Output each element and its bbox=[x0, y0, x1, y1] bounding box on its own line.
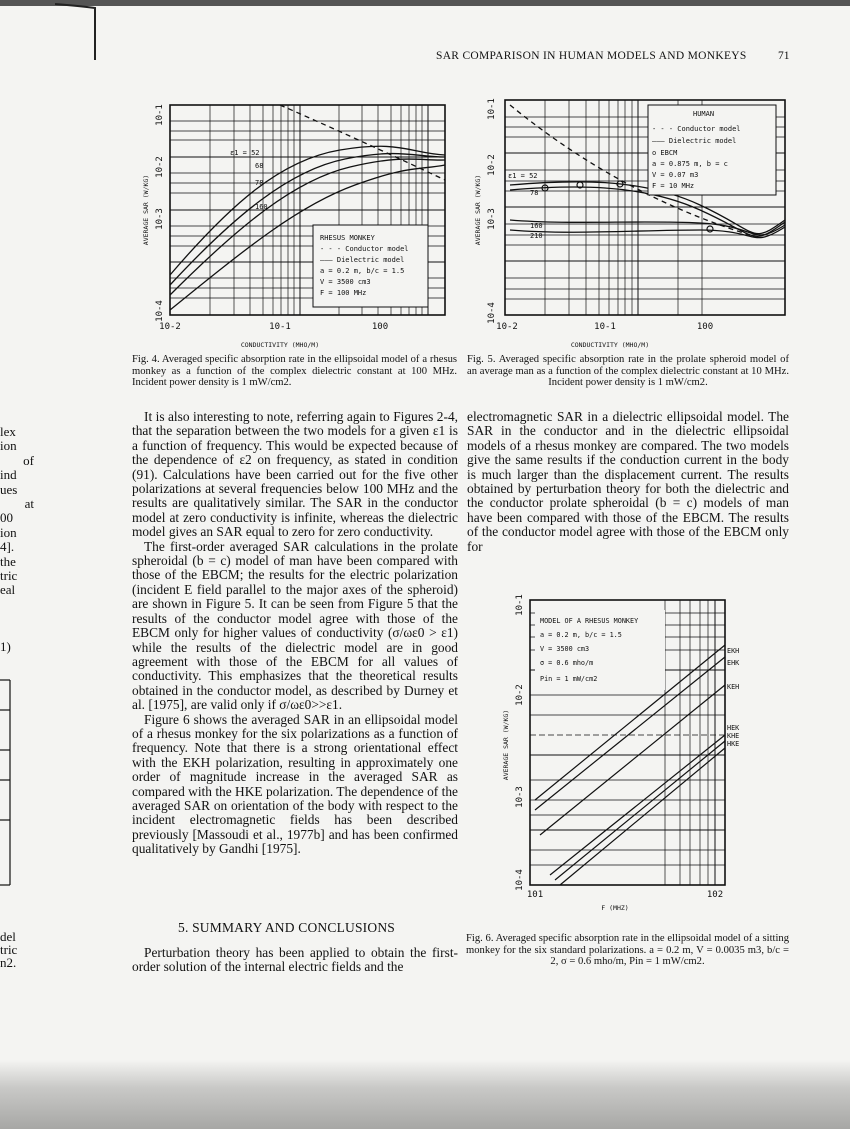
fig5-legend-1: - - - Conductor model bbox=[652, 125, 741, 133]
scan-bottom-shadow bbox=[0, 1060, 850, 1129]
fig4-curve-label-78: 78 bbox=[255, 179, 264, 187]
fig6-xtick-0: 101 bbox=[526, 890, 544, 900]
right-column-text: electromagnetic SAR in a dielectric ellipsoidal model. The SAR in the conductor and in the dielectric ellipsoidal models of a rhesus monkey are compared. The two models give the same results if the conduction current in the body is much larger than the displacement current. The results obtained by perturbation theory for both the dielectric and the conductor prolate spheroidal (b = c) models of man have been compared with those of the EBCM. The results of the conductor model agree with those of the EBCM only for bbox=[467, 409, 789, 554]
fig4-caption: Fig. 4. Averaged specific absorption rate in the ellipsoidal model of a rhesus monkey as a function of the complex dielectric constant at 100 MHz. Incident power density is 1 mW/cm2. bbox=[132, 354, 457, 388]
fig4-ytick-1: 10-2 bbox=[155, 156, 165, 178]
fig5-ylabel: AVERAGE SAR (W/KG) bbox=[474, 174, 482, 246]
fig5-legend-2: ——— Dielectric model bbox=[652, 137, 737, 145]
fig5-curve-label-160: 160 bbox=[530, 222, 543, 230]
fig4-ytick-2: 10-3 bbox=[155, 208, 165, 230]
paragraph-1: It is also interesting to note, referring again to Figures 2-4, that the separation between the two models for a given ε1 is a function of frequency. This would be expected because of the dependence of ε2 on frequency, as stated in condition (91). Calculations have been carried out for the five other polarizations at several frequencies below 100 MHz and the results are qualitatively similar. The SAR in the conductor model at zero conductivity is infinite, whereas the dielectric model gives an SAR equal to zero for zero conductivity. bbox=[132, 409, 458, 540]
fig6-legend-0: MODEL OF A RHESUS MONKEY bbox=[540, 617, 639, 625]
fig4-legend-3: a = 0.2 m, b/c = 1.5 bbox=[320, 267, 405, 275]
fig6-xlabel: F (MHZ) bbox=[601, 904, 629, 912]
fig4-ytick-0: 10-1 bbox=[155, 104, 165, 126]
fig4-legend-4: V = 3500 cm3 bbox=[320, 278, 371, 286]
fragment: 4]. bbox=[0, 539, 15, 555]
section-heading: 5. SUMMARY AND CONCLUSIONS bbox=[178, 920, 395, 935]
fragment: of bbox=[23, 452, 34, 468]
fig4-xtick-0: 10-2 bbox=[159, 322, 181, 332]
fragment: tric bbox=[0, 568, 18, 584]
fig6-xtick-1: 102 bbox=[706, 890, 724, 900]
figure-5-chart bbox=[470, 85, 800, 350]
figure-4-chart bbox=[130, 85, 465, 350]
paragraph-2: The first-order averaged SAR calculations in the prolate spheroidal (b = c) model of man have been compared with those of the EBCM; the results for the electric polarization (incident E field parallel to the major axes of the spheroid) are shown in Figure 5. It can be seen from Figure 5 that the results of the conductor model agree with those of the EBCM only for higher values of conductivity (σ/ωε0 > ε1) while the results of the dielectric model are in good agreement with those of the EBCM for all values of conductivity. This emphasizes that the theoretical results obtained in the conductor model, as described by Durney et al. [1975], are valid only if σ/ωε0>>ε1. bbox=[132, 538, 458, 713]
fig4-ytick-3: 10-4 bbox=[155, 300, 165, 322]
fig6-legend-4: Pin = 1 mW/cm2 bbox=[540, 675, 598, 683]
fig5-legend-4: a = 0.875 m, b = c bbox=[652, 160, 728, 168]
fragment: the bbox=[0, 553, 16, 569]
fig5-curve-label-78: 78 bbox=[530, 189, 539, 197]
fig6-pol-ehk: EHK bbox=[727, 659, 740, 667]
fragment: eal bbox=[0, 582, 16, 598]
fig5-ytick-1: 10-2 bbox=[487, 154, 497, 176]
facing-page-eq-number: 1) bbox=[0, 639, 11, 654]
fig5-ytick-3: 10-4 bbox=[487, 302, 497, 324]
fig5-ytick-0: 10-1 bbox=[487, 98, 497, 120]
facing-page-fragments-bottom bbox=[0, 930, 17, 969]
fig4-legend-0: RHESUS MONKEY bbox=[320, 234, 375, 242]
fig5-xtick-1: 10-1 bbox=[594, 322, 616, 332]
fig5-legend-3: o EBCM bbox=[652, 149, 678, 157]
fig5-caption: Fig. 5. Averaged specific absorption rate in the prolate spheroid model of an average man as a function of the complex dielectric constant at 10 MHz. Incident power density is 1 mW/cm2. bbox=[467, 354, 789, 388]
fragment: del bbox=[0, 929, 16, 944]
fig4-ylabel: AVERAGE SAR (W/KG) bbox=[142, 174, 150, 246]
fig6-pol-keh: KEH bbox=[727, 683, 740, 691]
fig4-legend-1: - - - Conductor model bbox=[320, 245, 409, 253]
fig4-legend-2: ——— Dielectric model bbox=[320, 256, 405, 264]
fig5-xlabel: CONDUCTIVITY (MHO/M) bbox=[570, 341, 650, 349]
fig5-xtick-0: 10-2 bbox=[496, 322, 518, 332]
fig6-legend-2: V = 3500 cm3 bbox=[540, 645, 590, 653]
fragment: lex bbox=[0, 424, 16, 439]
running-header: SAR COMPARISON IN HUMAN MODELS AND MONKEYS bbox=[436, 50, 747, 62]
fragment: at bbox=[24, 496, 34, 512]
fig5-legend-0: HUMAN bbox=[693, 110, 715, 118]
fragment: ind bbox=[0, 467, 17, 483]
left-column-text bbox=[132, 410, 458, 857]
fig4-xlabel: CONDUCTIVITY (MHO/M) bbox=[240, 341, 320, 349]
fig4-curve-label-68: 68 bbox=[255, 162, 264, 170]
fig6-ytick-1: 10-2 bbox=[515, 684, 525, 706]
fig6-pol-khe: KHE bbox=[727, 732, 740, 740]
fig4-xtick-2: 100 bbox=[371, 322, 389, 332]
fragment: n2. bbox=[0, 955, 17, 970]
fig6-pol-hke: HKE bbox=[727, 740, 740, 748]
fig5-curve-label-210: 210 bbox=[530, 232, 543, 240]
fig6-pol-ekh: EKH bbox=[727, 647, 740, 655]
page-number: 71 bbox=[778, 50, 790, 62]
fig5-legend-5: V = 0.07 m3 bbox=[652, 171, 699, 179]
fragment: ion bbox=[0, 524, 17, 540]
fig6-legend-3: σ = 0.6 mho/m bbox=[540, 659, 594, 667]
fig5-curve-label-52: ε1 = 52 bbox=[508, 172, 538, 180]
scan-top-edge bbox=[0, 0, 850, 6]
fig6-pol-hek: HEK bbox=[727, 724, 740, 732]
facing-page-table-edge bbox=[0, 670, 12, 890]
fragment: tric bbox=[0, 942, 18, 957]
fig4-xtick-1: 10-1 bbox=[269, 322, 291, 332]
fig6-ytick-0: 10-1 bbox=[515, 594, 525, 616]
fig5-ytick-2: 10-3 bbox=[487, 208, 497, 230]
fig4-curve-label-160: 160 bbox=[255, 203, 268, 211]
section-paragraph: Perturbation theory has been applied to obtain the first-order solution of the internal electric fields and the bbox=[132, 945, 458, 975]
fig5-xtick-2: 100 bbox=[696, 322, 714, 332]
facing-page-fragments bbox=[0, 425, 34, 598]
fig6-ytick-3: 10-4 bbox=[515, 869, 525, 891]
fig6-legend-1: a = 0.2 m, b/c = 1.5 bbox=[540, 631, 622, 639]
fig6-ytick-2: 10-3 bbox=[515, 786, 525, 808]
fragment: ues bbox=[0, 481, 18, 497]
paragraph-3: Figure 6 shows the averaged SAR in an ellipsoidal model of a rhesus monkey for the six polarizations as a function of frequency. Note that there is a strong orientational effect with the EKH polarization, resulting in approximately one order of magnitude increase in the averaged SAR as compared with the HKE polarization. The dependence of the averaged SAR on orientation of the body with respect to the incident electromagnetic fields has been described previously [Massoudi et al., 1977b] and has been confirmed qualitatively by Gandhi [1975]. bbox=[132, 711, 458, 857]
fig6-caption: Fig. 6. Averaged specific absorption rate in the ellipsoidal model of a sitting monkey for the six standard polarizations. a = 0.2 m, V = 0.0035 m3, b/c = 2, σ = 0.6 mho/m, Pin = 1 mW/cm2. bbox=[466, 933, 789, 967]
binding-mark bbox=[55, 0, 105, 60]
fragment: ion bbox=[0, 438, 17, 454]
fig5-legend-6: F = 10 MHz bbox=[652, 182, 695, 190]
fig6-ylabel: AVERAGE SAR (W/KG) bbox=[502, 709, 510, 781]
fragment: 00 bbox=[0, 510, 13, 526]
fig4-legend-5: F = 100 MHz bbox=[320, 289, 367, 297]
fig4-curve-label-52: ε1 = 52 bbox=[230, 149, 260, 157]
figure-6-chart bbox=[490, 585, 790, 915]
